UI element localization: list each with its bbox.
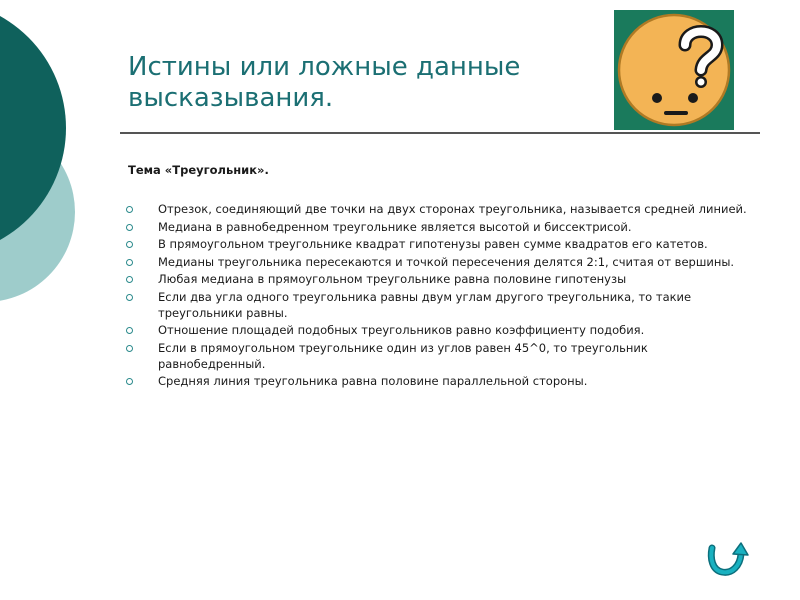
statement-item bbox=[126, 236, 756, 252]
decorative-circles bbox=[0, 0, 130, 340]
circle-bullet-icon bbox=[126, 241, 133, 248]
circle-bullet-icon bbox=[126, 224, 133, 231]
statement-item bbox=[126, 271, 756, 287]
title-divider bbox=[120, 132, 760, 134]
statement-text: Любая медиана в прямоугольном треугольнике равна половине гипотенузы bbox=[158, 272, 627, 286]
circle-bullet-icon bbox=[126, 378, 133, 385]
circle-bullet-icon bbox=[126, 206, 133, 213]
statement-item bbox=[126, 201, 756, 217]
statement-item bbox=[126, 373, 756, 389]
statement-item bbox=[126, 289, 756, 321]
return-arrow-icon[interactable] bbox=[704, 540, 750, 578]
statement-text: Если два угла одного треугольника равны двум углам другого треугольника, то такие треугольники равны. bbox=[158, 289, 692, 320]
statement-item bbox=[126, 340, 756, 372]
statement-text: В прямоугольном треугольнике квадрат гипотенузы равен сумме квадратов его катетов. bbox=[158, 237, 708, 251]
question-face-icon bbox=[614, 10, 734, 130]
statement-text: Если в прямоугольном треугольнике один из углов равен 45^0, то треугольник равнобедренный. bbox=[158, 340, 648, 371]
statement-text: Медианы треугольника пересекаются и точкой пересечения делятся 2:1, считая от вершины. bbox=[158, 254, 735, 269]
statement-item bbox=[126, 322, 756, 338]
slide-title: Истины или ложные данные высказывания. bbox=[128, 52, 521, 113]
statement-item bbox=[126, 219, 756, 235]
statement-text: Медиана в равнобедренном треугольнике является высотой и биссектрисой. bbox=[158, 219, 632, 234]
topic-heading: Тема «Треугольник». bbox=[128, 163, 269, 177]
circle-bullet-icon bbox=[126, 294, 133, 301]
circle-bullet-icon bbox=[126, 259, 133, 266]
statement-text: Отрезок, соединяющий две точки на двух сторонах треугольника, называется средней линией. bbox=[158, 202, 747, 216]
statement-text: Отношение площадей подобных треугольников равно коэффициенту подобия. bbox=[158, 323, 645, 337]
statement-list bbox=[126, 201, 756, 391]
circle-bullet-icon bbox=[126, 276, 133, 283]
circle-bullet-icon bbox=[126, 345, 133, 352]
circle-bullet-icon bbox=[126, 327, 133, 334]
statement-item bbox=[126, 254, 756, 270]
statement-text: Средняя линия треугольника равна половине параллельной стороны. bbox=[158, 374, 588, 388]
